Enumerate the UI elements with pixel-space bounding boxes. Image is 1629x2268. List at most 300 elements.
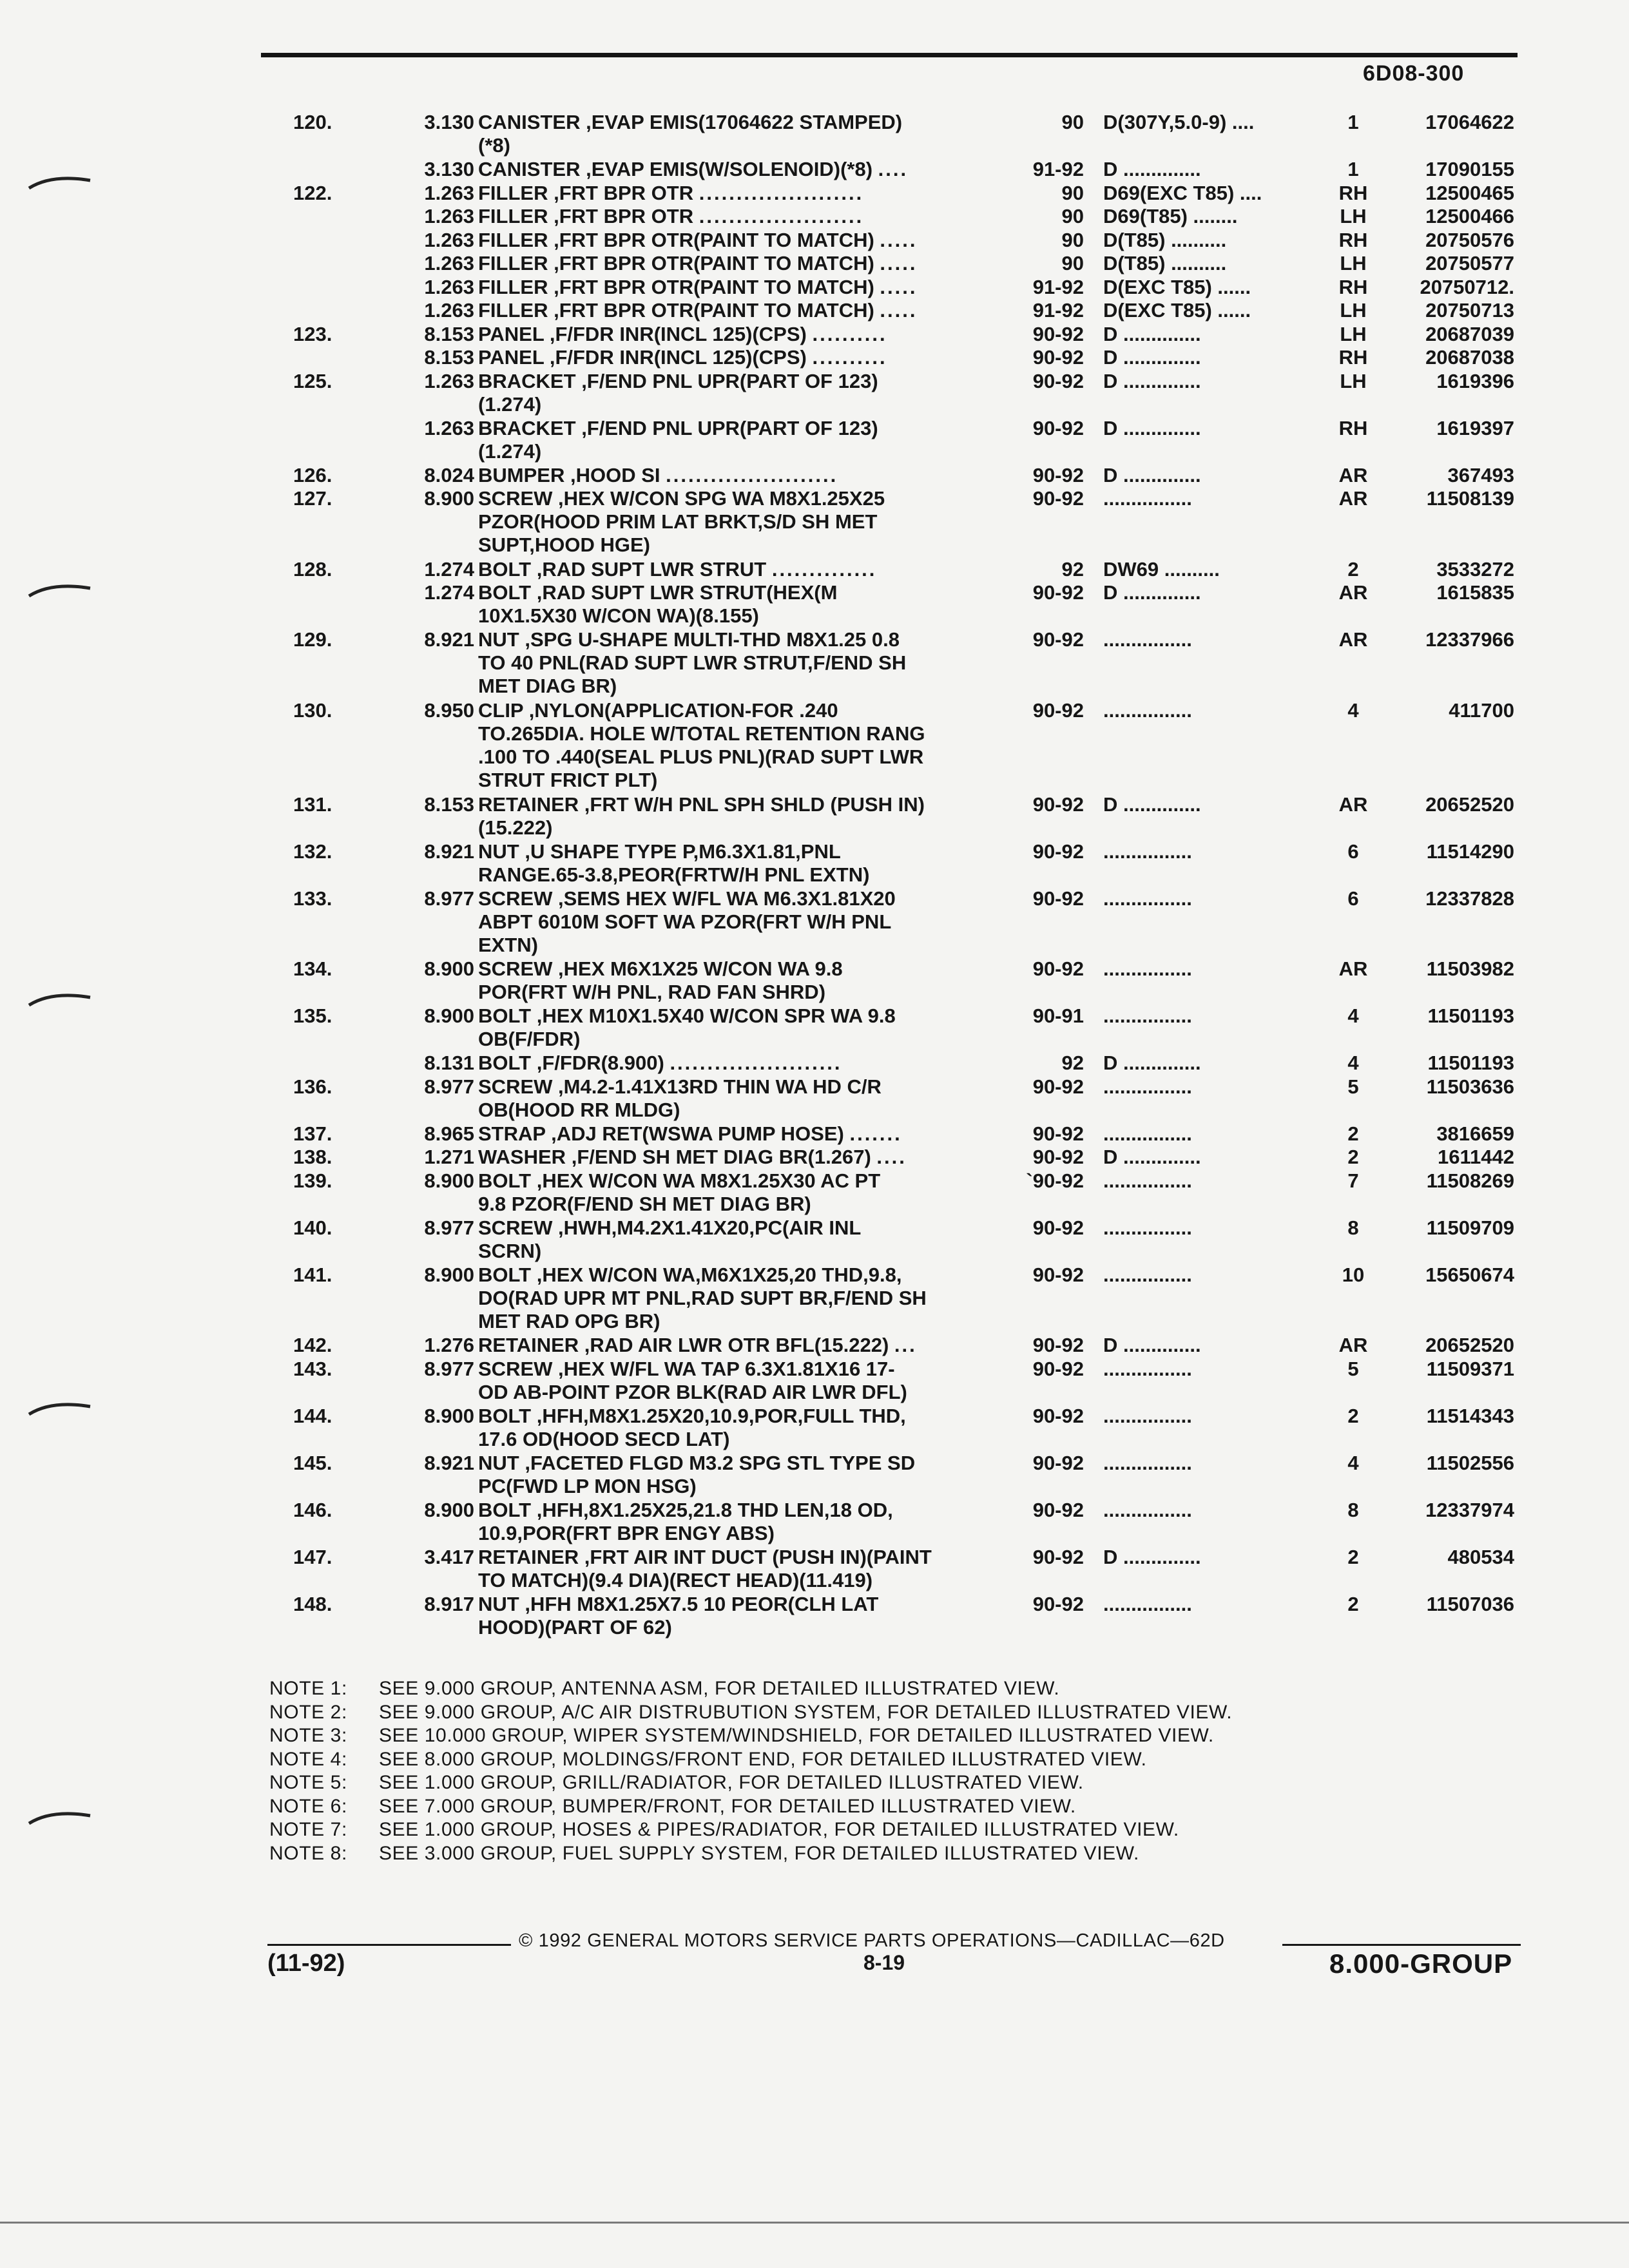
item-number: 139. bbox=[293, 1169, 333, 1192]
item-number: 135. bbox=[293, 1004, 333, 1027]
model-years: 90-92 bbox=[1032, 1545, 1084, 1568]
part-number: 11501193 bbox=[1427, 1052, 1514, 1074]
part-detail: ,RAD SUPT LWR STRUT(HEX(M bbox=[536, 581, 838, 604]
description-continuation: PZOR(HOOD PRIM LAT BRKT,S/D SH MET bbox=[478, 510, 878, 533]
part-detail: ,NYLON(APPLICATION-FOR .240 bbox=[528, 698, 838, 722]
description-continuation: (1.274) bbox=[478, 439, 542, 463]
group-number: 8.977 bbox=[424, 1357, 474, 1380]
model-years: 90-92 bbox=[1032, 1122, 1084, 1145]
table-row bbox=[0, 252, 1629, 276]
model-years: 90-92 bbox=[1032, 1592, 1084, 1615]
table-row bbox=[0, 111, 1629, 158]
model-years: 90-92 bbox=[1032, 1334, 1084, 1356]
group-number: 8.900 bbox=[424, 1004, 474, 1027]
part-detail: ,FRT BPR OTR(PAINT TO MATCH) bbox=[554, 275, 874, 298]
part-name: CANISTER bbox=[478, 158, 581, 180]
description bbox=[478, 1169, 880, 1216]
group-label: 8.000-GROUP bbox=[1329, 1948, 1513, 1979]
part-number: 20750712. bbox=[1420, 275, 1514, 298]
note-label: NOTE 7: bbox=[269, 1819, 347, 1840]
quantity: RH bbox=[1338, 275, 1368, 298]
table-row bbox=[0, 464, 1629, 488]
table-row bbox=[0, 1052, 1629, 1075]
part-detail: ,SPG U-SHAPE MULTI-THD M8X1.25 0.8 bbox=[525, 628, 900, 651]
model-code: D .............. bbox=[1103, 1146, 1201, 1168]
note-text: SEE 7.000 GROUP, BUMPER/FRONT, FOR DETAILED ILLUSTRATED VIEW. bbox=[379, 1795, 1076, 1817]
table-row bbox=[0, 182, 1629, 206]
part-number: 20687039 bbox=[1425, 322, 1514, 345]
model-years: 90-92 bbox=[1032, 463, 1084, 486]
part-name: STRAP bbox=[478, 1122, 546, 1145]
group-number: 8.950 bbox=[424, 698, 474, 722]
part-detail: ,EVAP EMIS(17064622 STAMPED) bbox=[586, 111, 903, 133]
description bbox=[478, 323, 887, 346]
part-name: PANEL bbox=[478, 322, 545, 345]
group-number: 3.130 bbox=[424, 158, 474, 180]
model-years: 90-92 bbox=[1032, 1263, 1084, 1286]
table-row bbox=[0, 1122, 1629, 1146]
model-code: ................ bbox=[1103, 1122, 1192, 1145]
model-years: 90-92 bbox=[1032, 416, 1084, 439]
model-years: 90 bbox=[1061, 111, 1084, 133]
quantity: RH bbox=[1338, 346, 1368, 369]
description-continuation: ABPT 6010M SOFT WA PZOR(FRT W/H PNL bbox=[478, 910, 892, 933]
part-name: BOLT bbox=[478, 1004, 532, 1027]
page-number: 8-19 bbox=[863, 1951, 905, 1974]
quantity: 7 bbox=[1347, 1169, 1359, 1192]
model-years: 90-92 bbox=[1032, 793, 1084, 816]
quantity: 4 bbox=[1347, 698, 1359, 722]
item-number: 144. bbox=[293, 1404, 333, 1427]
model-code: ................ bbox=[1103, 1169, 1192, 1192]
leader-dots: ..... bbox=[880, 275, 918, 298]
quantity: AR bbox=[1338, 1334, 1368, 1356]
leader-dots: ...................... bbox=[699, 181, 864, 204]
part-name: BOLT bbox=[478, 557, 532, 581]
part-detail: ,HEX W/CON WA,M6X1X25,20 THD,9.8, bbox=[536, 1263, 902, 1286]
leader-dots: .............. bbox=[771, 557, 877, 581]
table-row bbox=[0, 1146, 1629, 1169]
note-text: SEE 8.000 GROUP, MOLDINGS/FRONT END, FOR DETAILED ILLUSTRATED VIEW. bbox=[379, 1748, 1147, 1770]
table-row bbox=[0, 699, 1629, 793]
item-number: 137. bbox=[293, 1122, 333, 1145]
quantity: AR bbox=[1338, 581, 1368, 604]
model-code: D .............. bbox=[1103, 793, 1201, 816]
part-number: 11503636 bbox=[1426, 1075, 1514, 1098]
group-number: 8.921 bbox=[424, 840, 474, 863]
model-years: 90-92 bbox=[1032, 1216, 1084, 1239]
top-rule bbox=[261, 53, 1518, 57]
item-number: 133. bbox=[293, 887, 333, 910]
model-code: ................ bbox=[1103, 887, 1192, 910]
group-number: 8.900 bbox=[424, 487, 474, 510]
leader-dots: ..... bbox=[880, 252, 918, 274]
description-continuation: HOOD)(PART OF 62) bbox=[478, 1615, 672, 1639]
item-number: 138. bbox=[293, 1146, 333, 1168]
description bbox=[478, 1216, 861, 1263]
model-code: D .............. bbox=[1103, 416, 1201, 439]
model-years: 90-92 bbox=[1032, 1357, 1084, 1380]
part-number: 17090155 bbox=[1425, 158, 1514, 180]
note-label: NOTE 1: bbox=[269, 1678, 347, 1699]
part-number: 20750576 bbox=[1425, 228, 1514, 251]
description bbox=[478, 158, 908, 181]
note-label: NOTE 8: bbox=[269, 1842, 347, 1864]
model-years: 90-92 bbox=[1032, 346, 1084, 369]
part-number: 411700 bbox=[1449, 698, 1514, 722]
table-row bbox=[0, 1216, 1629, 1264]
margin-mark bbox=[26, 1804, 97, 1830]
description-continuation: EXTN) bbox=[478, 933, 538, 956]
part-detail: ,U SHAPE TYPE P,M6.3X1.81,PNL bbox=[525, 840, 841, 863]
description-continuation: 10.9,POR(FRT BPR ENGY ABS) bbox=[478, 1521, 775, 1544]
model-years: 91-92 bbox=[1032, 158, 1084, 180]
description bbox=[478, 1052, 842, 1075]
model-years: 91-92 bbox=[1032, 299, 1084, 322]
leader-dots: .... bbox=[876, 1146, 907, 1168]
description bbox=[478, 205, 863, 228]
part-number: 11501193 bbox=[1427, 1004, 1514, 1027]
quantity: 2 bbox=[1347, 1404, 1359, 1427]
leader-dots: .... bbox=[878, 158, 909, 180]
group-number: 8.977 bbox=[424, 887, 474, 910]
model-code: D(307Y,5.0-9) .... bbox=[1103, 111, 1255, 133]
note-text: SEE 1.000 GROUP, GRILL/RADIATOR, FOR DETAILED ILLUSTRATED VIEW. bbox=[379, 1772, 1084, 1793]
part-detail: ,F/FDR INR(INCL 125)(CPS) bbox=[549, 322, 807, 345]
part-name: PANEL bbox=[478, 346, 545, 369]
group-number: 3.417 bbox=[424, 1545, 474, 1568]
part-detail: ,FRT W/H PNL SPH SHLD (PUSH IN) bbox=[584, 793, 925, 816]
quantity: 4 bbox=[1347, 1052, 1359, 1074]
item-number: 120. bbox=[293, 111, 333, 133]
model-years: 90-92 bbox=[1032, 487, 1084, 510]
group-number: 1.271 bbox=[424, 1146, 474, 1168]
model-years: `90-92 bbox=[1026, 1169, 1084, 1192]
model-years: 90-92 bbox=[1032, 957, 1084, 980]
model-years: 90-92 bbox=[1032, 1075, 1084, 1098]
item-number: 125. bbox=[293, 369, 333, 392]
description-continuation: .100 TO .440(SEAL PLUS PNL)(RAD SUPT LWR bbox=[478, 745, 924, 768]
model-code: ................ bbox=[1103, 1075, 1192, 1098]
description bbox=[478, 1334, 917, 1357]
part-detail: ,F/FDR(8.900) bbox=[536, 1052, 664, 1074]
part-name: SCREW bbox=[478, 1216, 553, 1239]
part-number: 11503982 bbox=[1426, 957, 1514, 980]
model-code: ................ bbox=[1103, 1004, 1192, 1027]
description bbox=[478, 1004, 896, 1051]
part-detail: ,FRT BPR OTR(PAINT TO MATCH) bbox=[554, 228, 874, 251]
part-name: BOLT bbox=[478, 1498, 532, 1521]
group-number: 3.130 bbox=[424, 111, 474, 133]
note-text: SEE 9.000 GROUP, A/C AIR DISTRUBUTION SYSTEM, FOR DETAILED ILLUSTRATED VIEW. bbox=[379, 1701, 1233, 1723]
item-number: 123. bbox=[293, 322, 333, 345]
item-number: 130. bbox=[293, 698, 333, 722]
part-name: FILLER bbox=[478, 252, 548, 274]
group-number: 1.274 bbox=[424, 581, 474, 604]
quantity: 8 bbox=[1347, 1216, 1359, 1239]
note-line bbox=[269, 1748, 1232, 1772]
part-detail: ,FRT AIR INT DUCT (PUSH IN)(PAINT bbox=[584, 1545, 932, 1568]
leader-dots: ....................... bbox=[666, 463, 838, 486]
group-number: 1.263 bbox=[424, 181, 474, 204]
quantity: 8 bbox=[1347, 1498, 1359, 1521]
quantity: 2 bbox=[1347, 1545, 1359, 1568]
table-row bbox=[0, 1075, 1629, 1122]
description bbox=[478, 276, 918, 299]
quantity: RH bbox=[1338, 416, 1368, 439]
quantity: 6 bbox=[1347, 887, 1359, 910]
note-line bbox=[269, 1724, 1232, 1748]
model-code: ................ bbox=[1103, 1404, 1192, 1427]
footer-rule-left bbox=[267, 1944, 511, 1946]
model-years: 92 bbox=[1061, 557, 1084, 581]
model-code: ................ bbox=[1103, 957, 1192, 980]
description-continuation: DO(RAD UPR MT PNL,RAD SUPT BR,F/END SH bbox=[478, 1286, 927, 1309]
description bbox=[478, 793, 925, 840]
item-number: 136. bbox=[293, 1075, 333, 1098]
item-number: 134. bbox=[293, 957, 333, 980]
model-years: 90-92 bbox=[1032, 1451, 1084, 1474]
table-row bbox=[0, 957, 1629, 1004]
model-code: ................ bbox=[1103, 698, 1192, 722]
table-row bbox=[0, 887, 1629, 958]
group-number: 1.263 bbox=[424, 228, 474, 251]
model-years: 90 bbox=[1061, 252, 1084, 274]
table-row bbox=[0, 1358, 1629, 1405]
part-number: 11509371 bbox=[1426, 1357, 1514, 1380]
group-number: 8.917 bbox=[424, 1592, 474, 1615]
description bbox=[478, 299, 918, 322]
group-number: 8.024 bbox=[424, 463, 474, 486]
part-detail: ,FRT BPR OTR bbox=[554, 181, 694, 204]
part-number: 1615835 bbox=[1436, 581, 1514, 604]
quantity: 2 bbox=[1347, 1146, 1359, 1168]
quantity: 2 bbox=[1347, 1592, 1359, 1615]
group-number: 8.153 bbox=[424, 346, 474, 369]
model-years: 90-92 bbox=[1032, 581, 1084, 604]
quantity: 2 bbox=[1347, 1122, 1359, 1145]
part-name: NUT bbox=[478, 1592, 519, 1615]
table-row bbox=[0, 158, 1629, 182]
item-number: 122. bbox=[293, 181, 333, 204]
description bbox=[478, 1075, 882, 1122]
part-number: 12337828 bbox=[1425, 887, 1514, 910]
table-row bbox=[0, 1264, 1629, 1334]
description-continuation: 9.8 PZOR(F/END SH MET DIAG BR) bbox=[478, 1192, 811, 1215]
description bbox=[478, 417, 878, 463]
leader-dots: ... bbox=[894, 1334, 917, 1356]
table-row bbox=[0, 581, 1629, 628]
part-number: 3816659 bbox=[1436, 1122, 1514, 1145]
part-number: 12500466 bbox=[1425, 205, 1514, 227]
part-detail: ,FRT BPR OTR(PAINT TO MATCH) bbox=[554, 252, 874, 274]
model-code: ................ bbox=[1103, 840, 1192, 863]
description bbox=[478, 1593, 878, 1639]
group-number: 1.263 bbox=[424, 299, 474, 322]
item-number: 126. bbox=[293, 463, 333, 486]
description bbox=[478, 487, 885, 557]
description-continuation: SCRN) bbox=[478, 1239, 542, 1262]
quantity: LH bbox=[1340, 205, 1367, 227]
model-years: 92 bbox=[1061, 1052, 1084, 1074]
part-number: 12337974 bbox=[1425, 1498, 1514, 1521]
description-continuation: TO MATCH)(9.4 DIA)(RECT HEAD)(11.419) bbox=[478, 1568, 873, 1591]
item-number: 132. bbox=[293, 840, 333, 863]
parts-list bbox=[0, 111, 1629, 1640]
model-code: D .............. bbox=[1103, 1334, 1201, 1356]
footer-rule-right bbox=[1282, 1944, 1521, 1946]
model-code: D .............. bbox=[1103, 1052, 1201, 1074]
group-number: 8.921 bbox=[424, 628, 474, 651]
model-code: D(EXC T85) ...... bbox=[1103, 275, 1251, 298]
model-code: D(EXC T85) ...... bbox=[1103, 299, 1251, 322]
leader-dots: ...................... bbox=[699, 205, 864, 227]
note-label: NOTE 5: bbox=[269, 1772, 347, 1793]
table-row bbox=[0, 417, 1629, 464]
leader-dots: .......... bbox=[812, 346, 887, 369]
group-number: 1.274 bbox=[424, 557, 474, 581]
table-row bbox=[0, 1452, 1629, 1499]
part-name: CLIP bbox=[478, 698, 524, 722]
part-name: BOLT bbox=[478, 581, 532, 604]
model-years: 90 bbox=[1061, 228, 1084, 251]
table-row bbox=[0, 487, 1629, 558]
part-number: 367493 bbox=[1447, 463, 1514, 486]
part-number: 20652520 bbox=[1425, 1334, 1514, 1356]
note-line bbox=[269, 1677, 1232, 1701]
part-number: 20750713 bbox=[1425, 299, 1514, 322]
part-name: FILLER bbox=[478, 181, 548, 204]
quantity: RH bbox=[1338, 228, 1368, 251]
quantity: AR bbox=[1338, 793, 1368, 816]
revision-date: (11-92) bbox=[267, 1950, 345, 1977]
item-number: 131. bbox=[293, 793, 333, 816]
quantity: AR bbox=[1338, 628, 1368, 651]
model-code: D(T85) .......... bbox=[1103, 228, 1227, 251]
part-detail: ,HEX W/CON SPG WA M8X1.25X25 bbox=[558, 487, 885, 510]
item-number: 142. bbox=[293, 1334, 333, 1356]
note-line bbox=[269, 1795, 1232, 1819]
description-continuation: (*8) bbox=[478, 134, 510, 157]
model-years: 90-92 bbox=[1032, 1146, 1084, 1168]
model-years: 90 bbox=[1061, 205, 1084, 227]
part-name: NUT bbox=[478, 840, 519, 863]
group-number: 1.263 bbox=[424, 416, 474, 439]
part-detail: ,F/END PNL UPR(PART OF 123) bbox=[581, 416, 878, 439]
part-number: 11502556 bbox=[1426, 1451, 1514, 1474]
description-continuation: MET DIAG BR) bbox=[478, 675, 617, 697]
part-detail: ,SEMS HEX W/FL WA M6.3X1.81X20 bbox=[558, 887, 896, 910]
model-years: 91-92 bbox=[1032, 275, 1084, 298]
model-code: DW69 .......... bbox=[1103, 557, 1220, 581]
part-detail: ,HEX M6X1X25 W/CON WA 9.8 bbox=[558, 957, 843, 980]
item-number: 140. bbox=[293, 1216, 333, 1239]
copyright-line: © 1992 GENERAL MOTORS SERVICE PARTS OPERATIONS—CADILLAC—62D bbox=[519, 1930, 1225, 1951]
part-number: 11514343 bbox=[1426, 1404, 1514, 1427]
group-number: 8.977 bbox=[424, 1075, 474, 1098]
part-name: SCREW bbox=[478, 957, 553, 980]
description bbox=[478, 370, 878, 416]
description-continuation: PC(FWD LP MON HSG) bbox=[478, 1474, 697, 1497]
model-code: D .............. bbox=[1103, 581, 1201, 604]
leader-dots: .......... bbox=[812, 322, 887, 345]
description bbox=[478, 346, 887, 369]
model-years: 90-92 bbox=[1032, 322, 1084, 345]
description bbox=[478, 182, 863, 205]
table-row bbox=[0, 205, 1629, 229]
part-number: 1619397 bbox=[1436, 416, 1514, 439]
part-detail: ,FRT BPR OTR(PAINT TO MATCH) bbox=[554, 299, 874, 322]
model-years: 90 bbox=[1061, 181, 1084, 204]
description-continuation: OB(F/FDR) bbox=[478, 1028, 581, 1050]
item-number: 146. bbox=[293, 1498, 333, 1521]
part-number: 15650674 bbox=[1425, 1263, 1514, 1286]
item-number: 143. bbox=[293, 1357, 333, 1380]
group-number: 8.153 bbox=[424, 322, 474, 345]
group-number: 8.131 bbox=[424, 1052, 474, 1074]
part-name: BOLT bbox=[478, 1404, 532, 1427]
item-number: 148. bbox=[293, 1592, 333, 1615]
model-code: ................ bbox=[1103, 628, 1192, 651]
description bbox=[478, 1146, 907, 1169]
part-name: BRACKET bbox=[478, 369, 576, 392]
table-row bbox=[0, 1405, 1629, 1452]
note-label: NOTE 6: bbox=[269, 1795, 347, 1817]
note-label: NOTE 3: bbox=[269, 1725, 347, 1746]
item-number: 141. bbox=[293, 1263, 333, 1286]
part-name: WASHER bbox=[478, 1146, 566, 1168]
description-continuation: 10X1.5X30 W/CON WA)(8.155) bbox=[478, 604, 759, 627]
model-years: 90-92 bbox=[1032, 1498, 1084, 1521]
quantity: 4 bbox=[1347, 1004, 1359, 1027]
part-detail: ,F/END SH MET DIAG BR(1.267) bbox=[571, 1146, 871, 1168]
part-detail: ,HEX W/CON WA M8X1.25X30 AC PT bbox=[536, 1169, 881, 1192]
group-number: 1.263 bbox=[424, 252, 474, 274]
part-number: 480534 bbox=[1447, 1545, 1514, 1568]
model-code: D .............. bbox=[1103, 158, 1201, 180]
quantity: 1 bbox=[1347, 158, 1359, 180]
part-detail: ,HFH M8X1.25X7.5 10 PEOR(CLH LAT bbox=[525, 1592, 879, 1615]
quantity: AR bbox=[1338, 487, 1368, 510]
model-years: 90-91 bbox=[1032, 1004, 1084, 1027]
model-code: ................ bbox=[1103, 1263, 1192, 1286]
table-row bbox=[0, 558, 1629, 582]
part-detail: ,HFH,M8X1.25X20,10.9,POR,FULL THD, bbox=[536, 1404, 906, 1427]
group-number: 1.263 bbox=[424, 275, 474, 298]
table-row bbox=[0, 370, 1629, 417]
description-continuation: RANGE.65-3.8,PEOR(FRTW/H PNL EXTN) bbox=[478, 863, 870, 886]
description bbox=[478, 1122, 902, 1146]
group-number: 8.965 bbox=[424, 1122, 474, 1145]
table-row bbox=[0, 276, 1629, 300]
model-code: ................ bbox=[1103, 1498, 1192, 1521]
model-years: 90-92 bbox=[1032, 887, 1084, 910]
part-detail: ,F/END PNL UPR(PART OF 123) bbox=[581, 369, 878, 392]
description-continuation: TO 40 PNL(RAD SUPT LWR STRUT,F/END SH bbox=[478, 651, 907, 674]
part-name: SCREW bbox=[478, 1357, 553, 1380]
part-name: RETAINER bbox=[478, 1545, 579, 1568]
table-row bbox=[0, 229, 1629, 253]
note-line bbox=[269, 1818, 1232, 1842]
quantity: RH bbox=[1338, 181, 1368, 204]
model-code: D(T85) .......... bbox=[1103, 252, 1227, 274]
group-number: 8.900 bbox=[424, 1169, 474, 1192]
quantity: 10 bbox=[1342, 1263, 1365, 1286]
part-number: 12500465 bbox=[1425, 181, 1514, 204]
description bbox=[478, 1452, 915, 1498]
group-number: 8.900 bbox=[424, 1263, 474, 1286]
group-number: 8.900 bbox=[424, 1498, 474, 1521]
